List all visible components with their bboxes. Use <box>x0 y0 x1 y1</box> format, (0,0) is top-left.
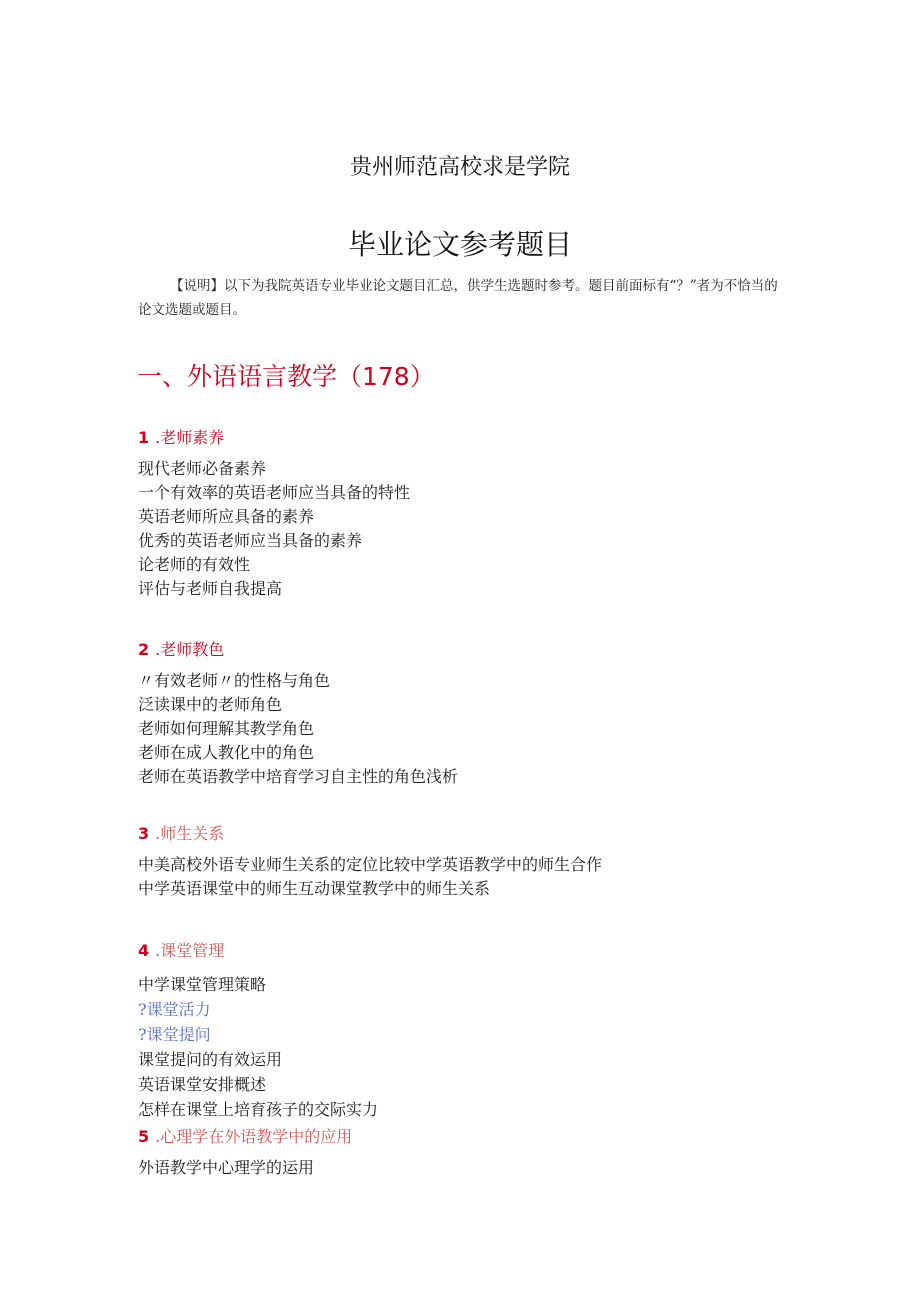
list-item: 怎样在课堂上培育孩子的交际实力 <box>138 1100 379 1119</box>
subheading-number: 2 <box>138 640 150 659</box>
list-item: 中美高校外语专业师生关系的定位比较中学英语教学中的师生合作 <box>138 855 603 874</box>
topic-list-5 <box>138 1156 314 1180</box>
topic-list-2 <box>138 669 458 789</box>
list-item: 论老师的有效性 <box>138 555 251 574</box>
list-item: 课堂提问的有效运用 <box>138 1050 283 1069</box>
topic-list-3 <box>138 853 602 901</box>
list-item: 老师在英语教学中培育学习自主性的角色浅析 <box>138 767 459 786</box>
subheading-1 <box>138 425 224 448</box>
subheading-number: 5 <box>138 1127 150 1146</box>
list-item: 英语老师所应具备的素养 <box>138 507 315 526</box>
college-name: 贵州师范高校求是学院 <box>349 155 570 180</box>
list-item: 老师在成人教化中的角色 <box>138 743 315 762</box>
subheading-2 <box>138 637 224 660</box>
list-item: 泛读课中的老师角色 <box>138 695 283 714</box>
list-item: 现代老师必备素养 <box>138 459 267 478</box>
subheading-4 <box>138 938 224 961</box>
list-item: 中学英语课堂中的师生互动课堂教学中的师生关系 <box>138 879 491 898</box>
topic-list-1 <box>138 457 410 601</box>
subheading-label: .课堂管理 <box>155 941 225 960</box>
list-item: 优秀的英语老师应当具备的素养 <box>138 531 363 550</box>
list-item: 外语教学中心理学的运用 <box>138 1158 315 1177</box>
list-item: 一个有效率的英语老师应当具备的特性 <box>138 483 411 502</box>
section-heading: 一、外语语言教学（178） <box>137 362 435 391</box>
subheading-label: .心理学在外语教学中的应用 <box>155 1127 353 1146</box>
subheading-5 <box>138 1124 352 1147</box>
topic-list-4 <box>138 972 378 1122</box>
list-item-unsuitable: ?课堂活力 <box>138 1000 211 1019</box>
subheading-label: .师生关系 <box>155 824 225 843</box>
subheading-number: 4 <box>138 941 150 960</box>
subheading-label: .老师教色 <box>155 640 225 659</box>
list-item: 老师如何理解其教学角色 <box>138 719 315 738</box>
subheading-3 <box>138 821 224 844</box>
subheading-number: 3 <box>138 824 150 843</box>
subheading-label: .老师素养 <box>155 428 225 447</box>
explanation-note: 【说明】以下为我院英语专业毕业论文题目汇总，供学生选题时参考。题目前面标有“？”者为不恰当的论文选题或题目。 <box>138 278 778 318</box>
document-title: 毕业论文参考题目 <box>347 228 572 261</box>
list-item-unsuitable: ?课堂提问 <box>138 1025 211 1044</box>
list-item: 〃有效老师〃的性格与角色 <box>138 671 331 690</box>
list-item: 英语课堂安排概述 <box>138 1075 267 1094</box>
list-item: 中学课堂管理策略 <box>138 975 267 994</box>
list-item: 评估与老师自我提高 <box>138 579 283 598</box>
subheading-number: 1 <box>138 428 150 447</box>
